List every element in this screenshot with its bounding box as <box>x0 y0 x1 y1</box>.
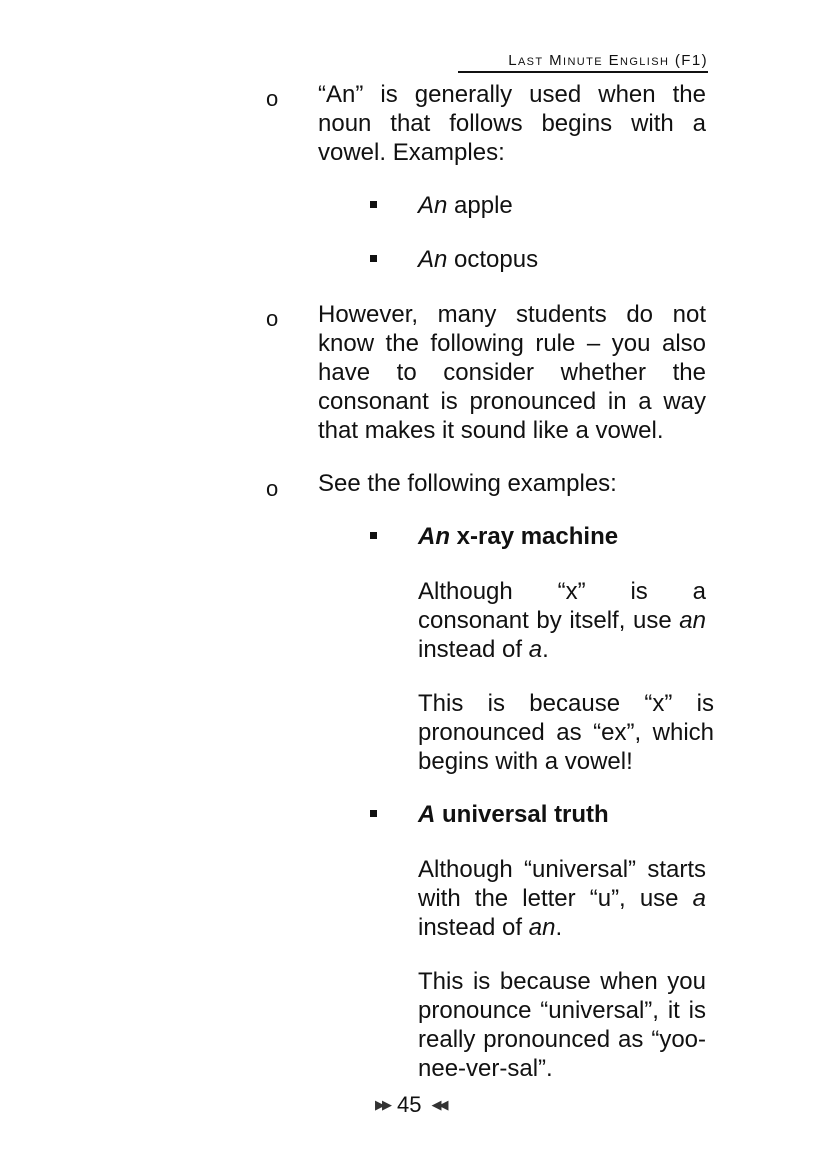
example-noun: octopus <box>447 246 539 273</box>
note-text: instead of <box>418 636 529 663</box>
circle-bullet: o <box>266 86 279 111</box>
note-italic: a <box>692 885 706 912</box>
circle-bullet: o <box>266 306 279 331</box>
example-noun: x-ray machine <box>450 523 619 550</box>
square-bullet <box>370 532 377 539</box>
example-noun: apple <box>447 192 513 219</box>
circle-bullet: o <box>266 476 279 501</box>
example-article: An <box>418 246 448 273</box>
example-an-octopus <box>418 245 706 274</box>
note-text: Although “universal” starts with the letter “u”, use <box>418 856 706 912</box>
paragraph-rule: However, many students do not know the following rule – you also have to consider whether the consonant is pronounced in a way that makes it sound like a vowel. <box>318 301 706 444</box>
example-article: An <box>418 192 448 219</box>
note-x-ray-pronunciation: This is because “x” is pronounced as “ex”, which begins with a vowel! <box>418 690 714 775</box>
example-an-apple <box>418 191 706 220</box>
square-bullet <box>370 810 377 817</box>
paragraph-an-usage: “An” is generally used when the noun that follows begins with a vowel. Examples: <box>318 81 706 166</box>
note-text: instead of <box>418 914 529 941</box>
double-arrow-right-icon: ▶▶ <box>375 1097 389 1112</box>
running-header <box>458 52 708 73</box>
double-arrow-left-icon: ◀◀ <box>431 1097 446 1112</box>
square-bullet <box>370 201 377 208</box>
running-header-title: Last Minute English (F1) <box>508 52 708 69</box>
note-italic: a <box>528 636 543 663</box>
note-text: . <box>542 636 549 663</box>
example-noun: universal truth <box>435 801 609 828</box>
paragraph-see-examples: See the following examples: <box>318 470 617 497</box>
example-article: An <box>418 523 450 550</box>
note-universal-pronunciation: This is because when you pronounce “universal”, it is really pronounced as “yoo-nee-ver-sal”. <box>418 968 706 1082</box>
note-italic: an <box>679 607 706 634</box>
note-italic: an <box>528 914 556 941</box>
note-text: Although “x” is a consonant by itself, use <box>418 578 706 634</box>
example-heading-x-ray <box>418 522 706 551</box>
example-article: A <box>418 801 436 828</box>
note-text: . <box>555 914 563 941</box>
page-footer <box>375 1092 445 1118</box>
page-number: 45 <box>397 1092 422 1117</box>
example-heading-universal <box>418 800 706 829</box>
note-universal-letter-u <box>418 855 706 942</box>
square-bullet <box>370 255 377 262</box>
note-x-ray-consonant <box>418 577 706 664</box>
